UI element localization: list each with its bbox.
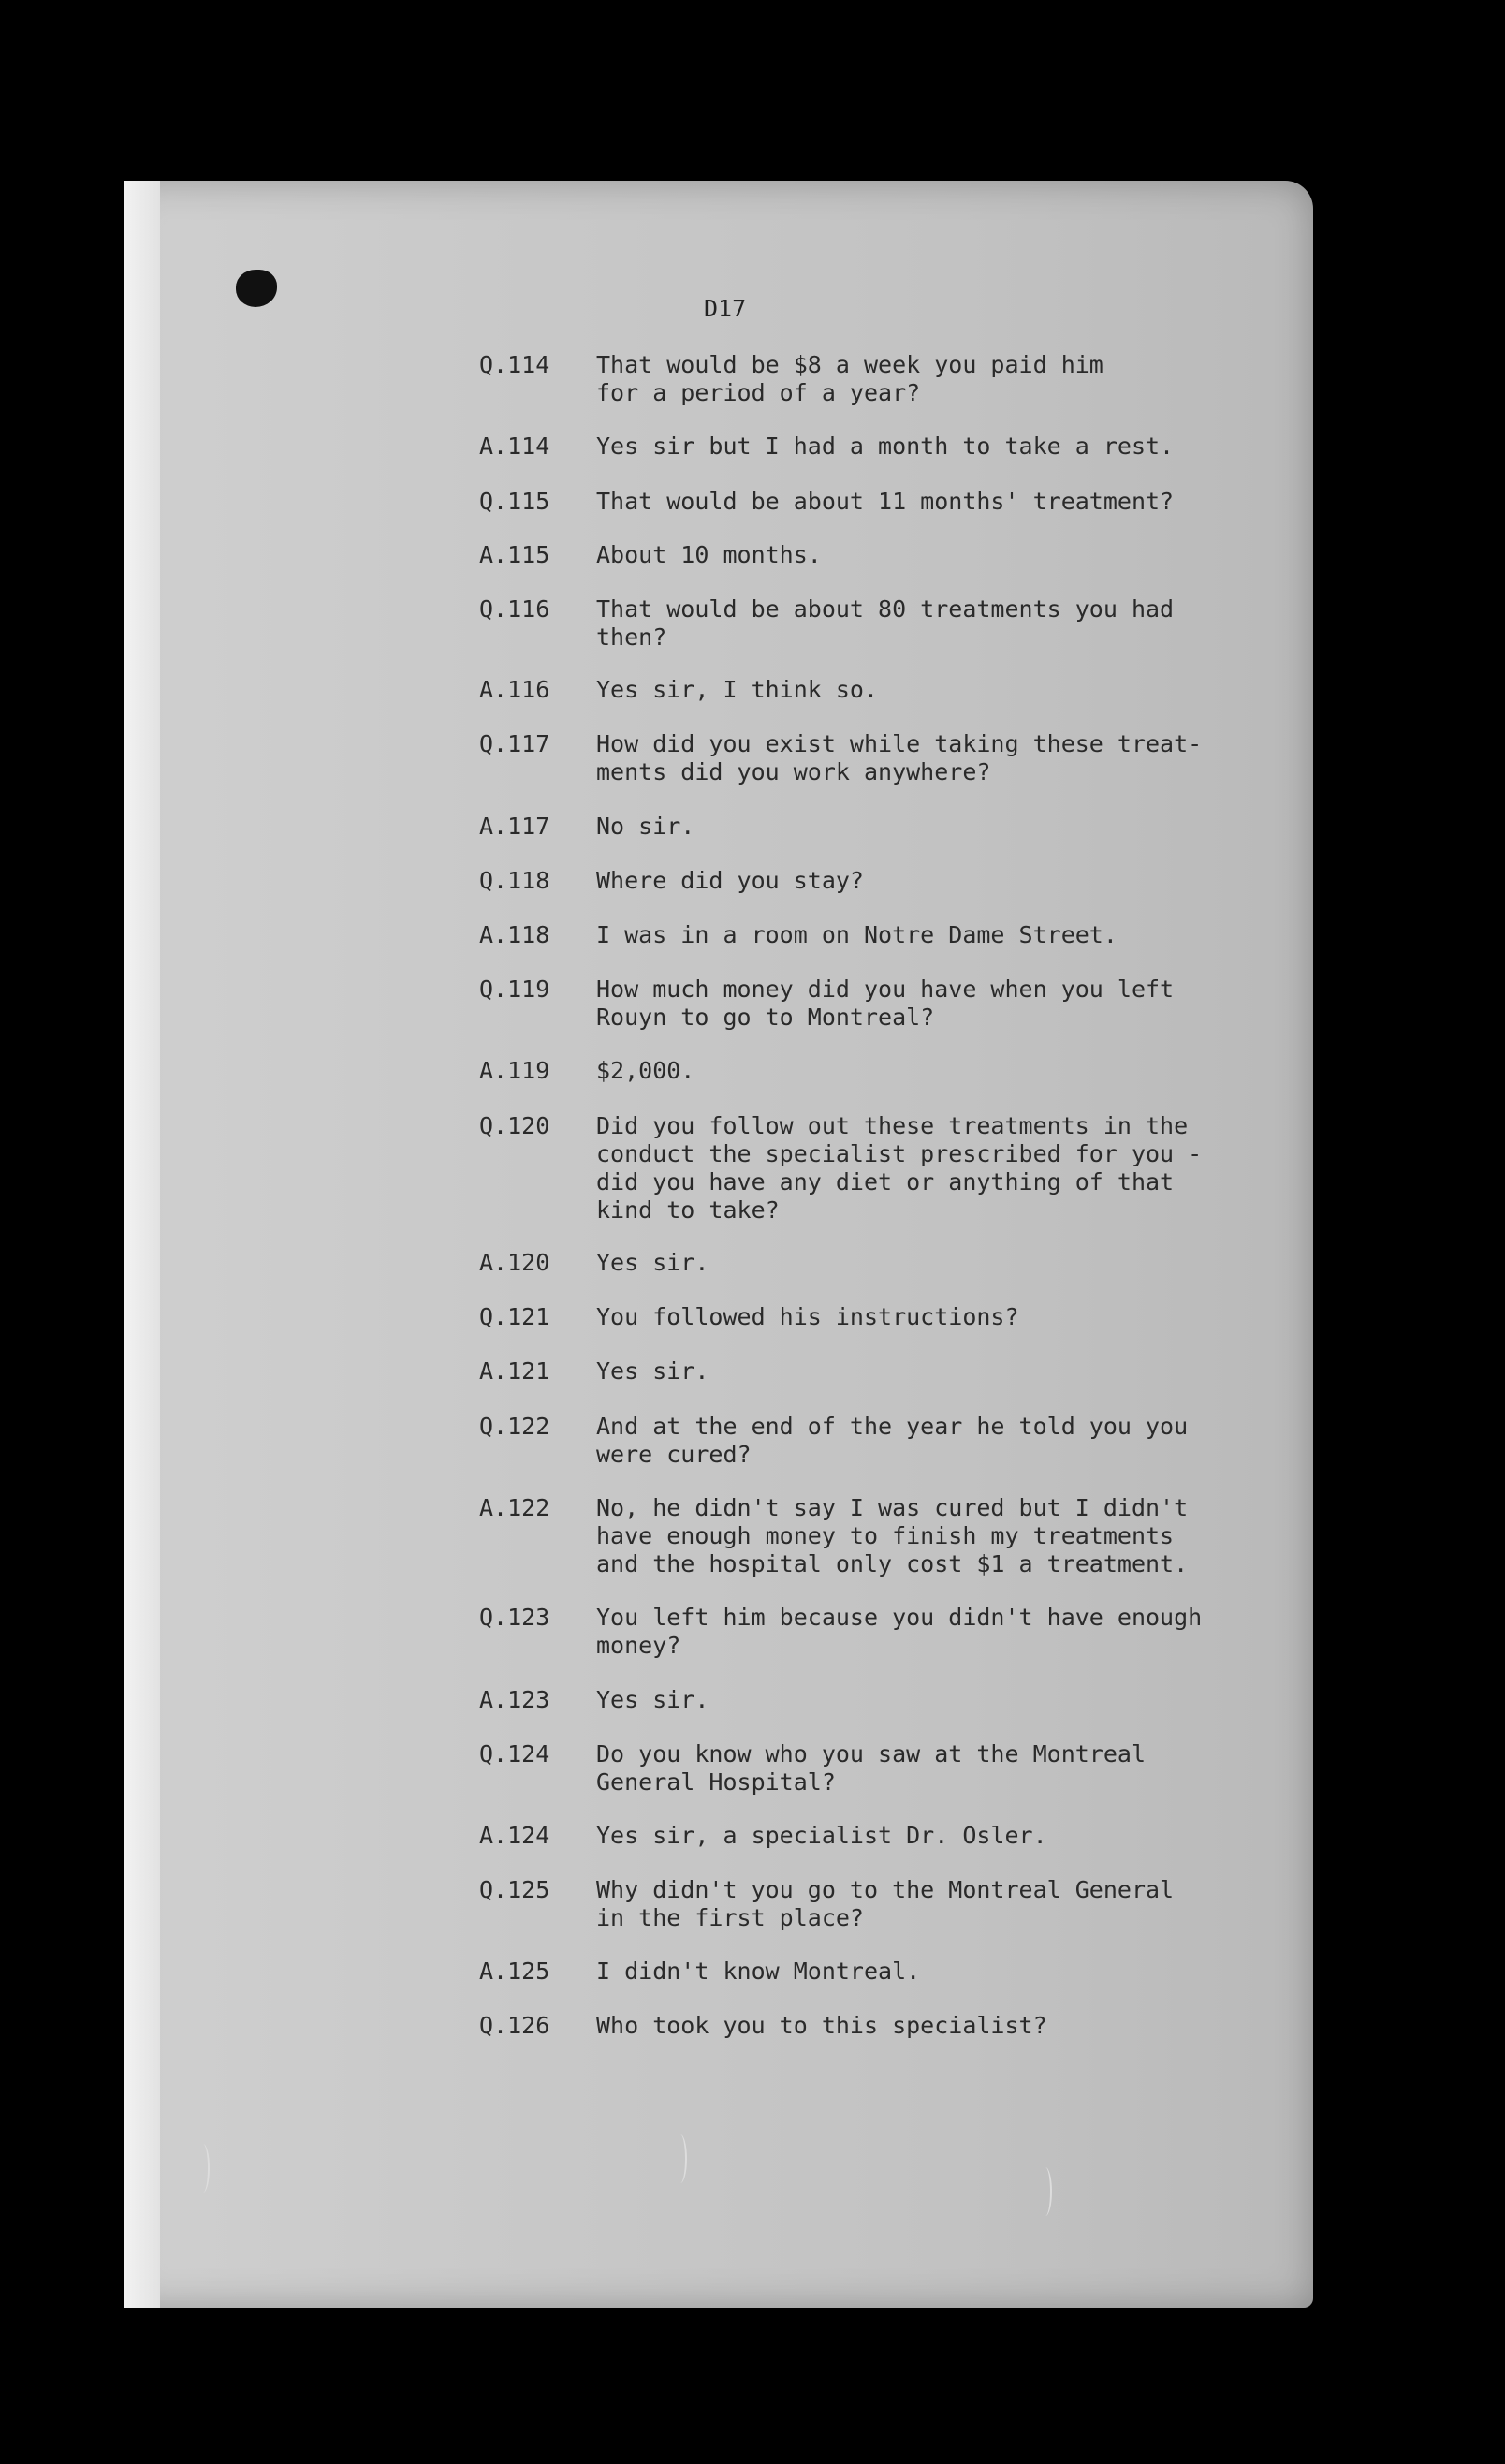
entry-number: A.117: [479, 813, 550, 840]
entry-text: Do you know who you saw at the Montreal General Hospital?: [596, 1740, 1146, 1796]
transcript-entry: [479, 541, 1303, 569]
entry-number: Q.126: [479, 2012, 550, 2039]
entry-number: A.121: [479, 1357, 550, 1385]
entry-text: I didn't know Montreal.: [596, 1958, 921, 1985]
entry-text: No sir.: [596, 813, 695, 840]
entry-number: A.120: [479, 1249, 550, 1276]
entry-number: A.115: [479, 541, 550, 568]
entry-number: Q.122: [479, 1413, 550, 1440]
entry-number: Q.120: [479, 1112, 550, 1139]
transcript-entry: [479, 1494, 1303, 1578]
transcript-entry: [479, 1413, 1303, 1469]
transcript-entry: [479, 867, 1303, 895]
entry-number: A.114: [479, 433, 550, 460]
entry-number: A.123: [479, 1686, 550, 1713]
entry-number: A.116: [479, 676, 550, 703]
transcript-entry: [479, 595, 1303, 652]
transcript-entry: [479, 1357, 1303, 1386]
transcript-entry: [479, 1686, 1303, 1714]
entry-number: Q.114: [479, 351, 550, 378]
entry-number: A.125: [479, 1958, 550, 1985]
transcript-entry: [479, 1112, 1303, 1225]
entry-number: Q.121: [479, 1303, 550, 1330]
entry-number: Q.117: [479, 730, 550, 757]
pencil-mark: [197, 2144, 210, 2193]
entry-number: Q.118: [479, 867, 550, 894]
entry-number: Q.115: [479, 488, 550, 515]
entry-text: And at the end of the year he told you you were cured?: [596, 1413, 1189, 1468]
entry-text: Yes sir.: [596, 1686, 709, 1713]
transcript-entry: [479, 1876, 1303, 1932]
transcript-entry: [479, 1303, 1303, 1331]
entry-text: How much money did you have when you left Rouyn to go to Montreal?: [596, 975, 1175, 1031]
transcript-entry: [479, 1822, 1303, 1850]
entry-text: Yes sir, I think so.: [596, 676, 879, 703]
entry-number: Q.119: [479, 975, 550, 1003]
entry-number: Q.124: [479, 1740, 550, 1767]
entry-text: I was in a room on Notre Dame Street.: [596, 921, 1118, 948]
transcript-entry: [479, 1249, 1303, 1277]
entry-number: Q.116: [479, 595, 550, 623]
entry-number: Q.123: [479, 1604, 550, 1631]
entry-text: Where did you stay?: [596, 867, 864, 894]
pencil-mark: [674, 2134, 687, 2183]
entry-text: That would be about 11 months' treatment?: [596, 488, 1175, 515]
entry-number: Q.125: [479, 1876, 550, 1903]
transcript-entry: [479, 975, 1303, 1032]
entry-text: Yes sir.: [596, 1357, 709, 1385]
transcript-entry: [479, 730, 1303, 786]
transcript-entry: [479, 1958, 1303, 1986]
entry-text: Yes sir, a specialist Dr. Osler.: [596, 1822, 1047, 1849]
entry-text: Did you follow out these treatments in the conduct the specialist prescribed for you - did you have any diet or anything of that kind to take?: [596, 1112, 1203, 1224]
transcript-entry: [479, 1057, 1303, 1085]
entry-text: Who took you to this specialist?: [596, 2012, 1047, 2039]
transcript-entry: [479, 921, 1303, 949]
paper-edge-strip: [124, 181, 160, 2308]
transcript-entry: [479, 488, 1303, 516]
page-number: D17: [704, 295, 747, 322]
entry-text: $2,000.: [596, 1057, 695, 1084]
entry-number: A.119: [479, 1057, 550, 1084]
transcript-entry: [479, 676, 1303, 704]
entry-text: You followed his instructions?: [596, 1303, 1019, 1330]
entry-text: Yes sir but I had a month to take a rest.: [596, 433, 1175, 460]
entry-text: No, he didn't say I was cured but I didn't have enough money to finish my treatments and the hospital only cost $1 a treatment.: [596, 1494, 1189, 1577]
entry-text: That would be $8 a week you paid him for a period of a year?: [596, 351, 1103, 406]
pencil-mark: [1039, 2167, 1052, 2216]
transcript-entry: [479, 813, 1303, 841]
entry-number: A.122: [479, 1494, 550, 1521]
entry-text: Yes sir.: [596, 1249, 709, 1276]
entry-text: About 10 months.: [596, 541, 822, 568]
transcript-entry: [479, 351, 1303, 407]
entry-number: A.118: [479, 921, 550, 948]
entry-text: That would be about 80 treatments you had then?: [596, 595, 1175, 651]
transcript-entry: [479, 1740, 1303, 1797]
entry-text: How did you exist while taking these treat- ments did you work anywhere?: [596, 730, 1203, 785]
transcript-entry: [479, 433, 1303, 461]
entry-number: A.124: [479, 1822, 550, 1849]
transcript-entry: [479, 2012, 1303, 2040]
transcript-entry: [479, 1604, 1303, 1660]
entry-text: Why didn't you go to the Montreal General in the first place?: [596, 1876, 1175, 1931]
entry-text: You left him because you didn't have enough money?: [596, 1604, 1203, 1659]
